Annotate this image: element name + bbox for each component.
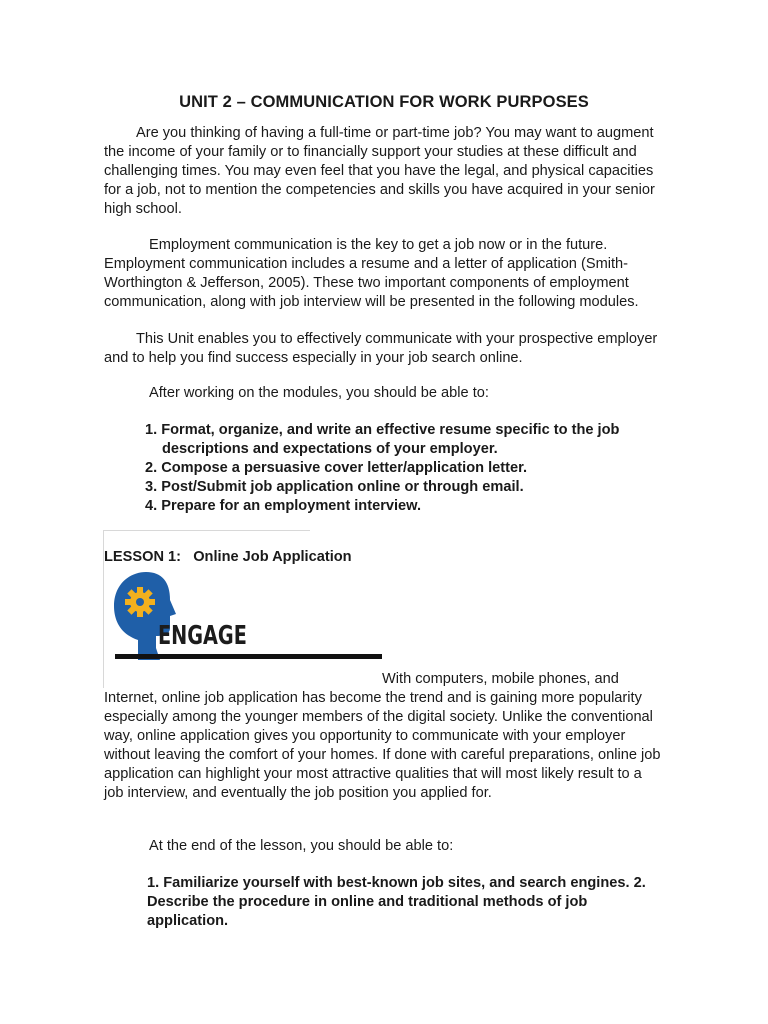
employment-paragraph: Employment communication is the key to get a job now or in the future. Employment communication includes a resume and a letter of application (Smith-Worthington & Jefferson, 2005). These two important components of employment communication, along with job interview will be presented in the following modules. xyxy=(104,237,639,310)
objective-item: 1. Format, organize, and write an effective resume specific to the job descriptions and expectations of your employer. xyxy=(145,422,620,457)
head-gear-icon xyxy=(110,570,385,662)
online-paragraph-first-line: With computers, mobile phones, and xyxy=(382,671,619,687)
modules-intro: After working on the modules, you should be able to: xyxy=(149,385,489,401)
objective-item: 3. Post/Submit job application online or through email. xyxy=(145,479,524,495)
objective-item: 2. Compose a persuasive cover letter/application letter. xyxy=(145,460,528,476)
objective-item: 4. Prepare for an employment interview. xyxy=(145,498,422,514)
engage-label: ENGAGE xyxy=(158,621,247,651)
lesson-title: LESSON 1: Online Job Application xyxy=(104,549,352,565)
objectives-list xyxy=(145,421,665,516)
unit-title: UNIT 2 – COMMUNICATION FOR WORK PURPOSES xyxy=(179,93,589,111)
frame-top-rule xyxy=(103,530,310,531)
unit-paragraph: This Unit enables you to effectively communicate with your prospective employer and to help you find success especially in your job search online. xyxy=(104,331,658,366)
intro-paragraph: Are you thinking of having a full-time or part-time job? You may want to augment the income of your family or to financially support your studies at these difficult and challenging times. You may even feel that you have the legal, and physical capacities for a job, not to mention the competencies and skills you have acquired in your senior high school. xyxy=(104,125,655,217)
lesson-objectives: 1. Familiarize yourself with best-known job sites, and search engines. 2. Describe the procedure in online and traditional methods of job application. xyxy=(147,875,646,929)
lesson-end-intro: At the end of the lesson, you should be able to: xyxy=(149,838,454,854)
engage-underline xyxy=(115,654,382,659)
online-paragraph: Internet, online job application has become the trend and is gaining more popularity especially among the younger members of the digital society. Unlike the conventional way, online application gives you opportunity to communicate with your employer without leaving the comfort of your homes. If done with careful preparations, online job application can highlight your most attractive qualities that will most likely result to a job interview, and eventually the job position you applied for. xyxy=(104,690,661,801)
